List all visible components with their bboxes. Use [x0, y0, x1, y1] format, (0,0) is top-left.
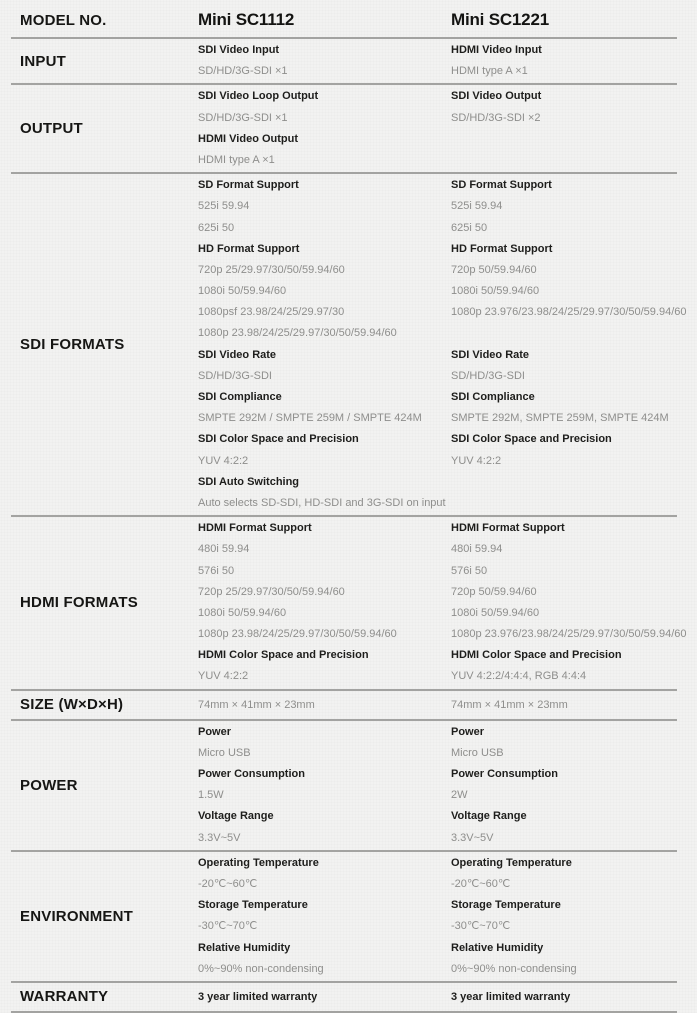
spec-value: SD/HD/3G-SDI ×2 — [451, 111, 541, 124]
model-name-col2: Mini SC1221 — [451, 10, 549, 29]
model-name-col1: Mini SC1112 — [198, 10, 295, 29]
spec-value: 0%~90% non-condensing — [198, 962, 324, 975]
section-row-warranty — [11, 983, 677, 1013]
spec-value: SD/HD/3G-SDI — [451, 369, 525, 382]
spec-label: Voltage Range — [451, 810, 527, 823]
spec-value: 0%~90% non-condensing — [451, 962, 577, 975]
spec-label: HDMI Color Space and Precision — [451, 649, 622, 662]
spec-label: 3 year limited warranty — [198, 990, 318, 1003]
spec-col2 — [451, 721, 677, 850]
category-label: WARRANTY — [20, 988, 109, 1006]
spec-col1 — [198, 852, 451, 981]
spec-col2 — [451, 39, 677, 83]
spec-col2 — [451, 517, 687, 689]
spec-value: Auto selects SD-SDI, HD-SDI and 3G-SDI on input — [198, 496, 446, 509]
spec-value: 1080i 50/59.94/60 — [198, 285, 287, 298]
spec-value: 720p 25/29.97/30/50/59.94/60 — [198, 263, 345, 276]
sections-container — [11, 39, 687, 1013]
spec-label: Storage Temperature — [451, 899, 561, 912]
spec-value: SD/HD/3G-SDI — [198, 369, 272, 382]
spec-value: 480i 59.94 — [198, 543, 250, 556]
spec-value: 576i 50 — [198, 564, 235, 577]
category-label: SIZE (W×D×H) — [20, 696, 124, 714]
spec-label: SDI Color Space and Precision — [451, 433, 612, 446]
header-row — [11, 0, 677, 39]
spec-value: 1080psf 23.98/24/25/29.97/30 — [198, 306, 345, 319]
spec-value: 1080p 23.98/24/25/29.97/30/50/59.94/60 — [198, 327, 397, 340]
spec-value: YUV 4:2:2 — [198, 670, 249, 683]
spec-label: Operating Temperature — [451, 856, 572, 869]
spec-label: SDI Video Rate — [198, 348, 277, 361]
category-label: INPUT — [20, 52, 66, 70]
spec-value: -30℃~70℃ — [198, 920, 258, 933]
spec-value: 3.3V~5V — [198, 831, 241, 844]
spec-label: Storage Temperature — [198, 899, 308, 912]
spec-label: Power — [198, 725, 232, 738]
spec-label: SDI Auto Switching — [198, 475, 300, 488]
spec-value: 1080i 50/59.94/60 — [198, 606, 287, 619]
spec-value: 1080i 50/59.94/60 — [451, 285, 540, 298]
spec-value: 1080p 23.976/23.98/24/25/29.97/30/50/59.94/60 — [451, 628, 687, 641]
spec-value: -20℃~60℃ — [451, 877, 511, 890]
spec-value: 525i 59.94 — [451, 200, 503, 213]
spec-label: Power Consumption — [451, 768, 558, 780]
spec-label: Relative Humidity — [198, 941, 291, 954]
spec-col1 — [198, 517, 451, 689]
spec-col2 — [451, 174, 687, 515]
spec-label: HDMI Video Input — [451, 44, 542, 56]
spec-label: SDI Video Output — [451, 90, 542, 103]
spec-value: HDMI type A ×1 — [198, 153, 275, 166]
spec-value: Micro USB — [451, 746, 504, 759]
spec-value: 625i 50 — [451, 221, 488, 234]
spec-value: 74mm × 41mm × 23mm — [198, 698, 315, 711]
spec-label: SDI Video Loop Output — [198, 90, 319, 103]
category-label: ENVIRONMENT — [20, 907, 134, 925]
spec-label: SDI Video Rate — [451, 348, 530, 361]
section-row-input — [11, 39, 677, 85]
spec-label: SDI Compliance — [198, 391, 282, 403]
spec-blank — [451, 323, 677, 344]
spec-value: YUV 4:2:2/4:4:4, RGB 4:4:4 — [451, 670, 587, 683]
spec-value: 1080p 23.98/24/25/29.97/30/50/59.94/60 — [198, 628, 397, 641]
spec-label: HD Format Support — [198, 242, 300, 255]
section-row-environment — [11, 852, 677, 983]
spec-col1 — [198, 691, 451, 719]
spec-label: Power — [451, 725, 485, 738]
spec-label: HDMI Video Output — [198, 132, 299, 145]
spec-col2 — [451, 691, 677, 719]
spec-value: 525i 59.94 — [198, 200, 250, 213]
spec-value: YUV 4:2:2 — [198, 454, 249, 467]
spec-label: SD Format Support — [198, 179, 299, 192]
spec-label: SDI Video Input — [198, 44, 280, 56]
spec-label: 3 year limited warranty — [451, 990, 571, 1003]
spec-col1 — [198, 39, 451, 83]
spec-col1 — [198, 174, 451, 515]
spec-value: 480i 59.94 — [451, 543, 503, 556]
spec-col2 — [451, 852, 677, 981]
spec-value: Micro USB — [198, 746, 251, 759]
spec-col2 — [451, 983, 677, 1011]
spec-label: Voltage Range — [198, 810, 274, 823]
spec-value: 720p 50/59.94/60 — [451, 585, 537, 598]
spec-value: 1080i 50/59.94/60 — [451, 606, 540, 619]
spec-col1 — [198, 85, 451, 172]
spec-value: SMPTE 292M / SMPTE 259M / SMPTE 424M — [198, 412, 422, 425]
spec-label: HDMI Color Space and Precision — [198, 649, 369, 662]
spec-label: HD Format Support — [451, 242, 553, 255]
spec-label: HDMI Format Support — [198, 522, 312, 535]
section-row-sdi-formats — [11, 174, 687, 517]
spec-value: YUV 4:2:2 — [451, 454, 502, 467]
spec-value: 1.5W — [198, 789, 224, 802]
spec-label: HDMI Format Support — [451, 522, 565, 535]
spec-value: 2W — [451, 789, 468, 802]
section-row-hdmi-formats — [11, 517, 687, 691]
spec-value: SD/HD/3G-SDI ×1 — [198, 111, 288, 124]
spec-value: 1080p 23.976/23.98/24/25/29.97/30/50/59.94/60 — [451, 306, 687, 319]
spec-label: Relative Humidity — [451, 941, 544, 954]
spec-label: SD Format Support — [451, 179, 552, 192]
section-row-size-w-d-h — [11, 691, 677, 721]
spec-value: 74mm × 41mm × 23mm — [451, 698, 568, 711]
spec-table — [11, 0, 687, 1013]
spec-col1 — [198, 721, 451, 850]
spec-value: SMPTE 292M, SMPTE 259M, SMPTE 424M — [451, 412, 669, 425]
spec-label: Power Consumption — [198, 768, 305, 780]
spec-value: SD/HD/3G-SDI ×1 — [198, 65, 288, 78]
spec-col1 — [198, 983, 451, 1011]
section-row-output — [11, 85, 677, 174]
spec-label: Operating Temperature — [198, 856, 319, 869]
spec-value: 3.3V~5V — [451, 831, 494, 844]
category-label: HDMI FORMATS — [20, 594, 138, 612]
spec-value: -20℃~60℃ — [198, 877, 258, 890]
spec-value: 720p 25/29.97/30/50/59.94/60 — [198, 585, 345, 598]
spec-value: -30℃~70℃ — [451, 920, 511, 933]
section-row-power — [11, 721, 677, 852]
spec-value: HDMI type A ×1 — [451, 65, 528, 78]
category-label: OUTPUT — [20, 120, 83, 138]
spec-value: 576i 50 — [451, 564, 488, 577]
spec-value: 625i 50 — [198, 221, 235, 234]
spec-label: SDI Compliance — [451, 391, 535, 403]
spec-label: SDI Color Space and Precision — [198, 433, 359, 446]
category-label: POWER — [20, 776, 78, 794]
model-no-label: MODEL NO. — [20, 11, 107, 29]
spec-col2 — [451, 85, 677, 172]
spec-value: 720p 50/59.94/60 — [451, 263, 537, 276]
category-label: SDI FORMATS — [20, 336, 125, 354]
